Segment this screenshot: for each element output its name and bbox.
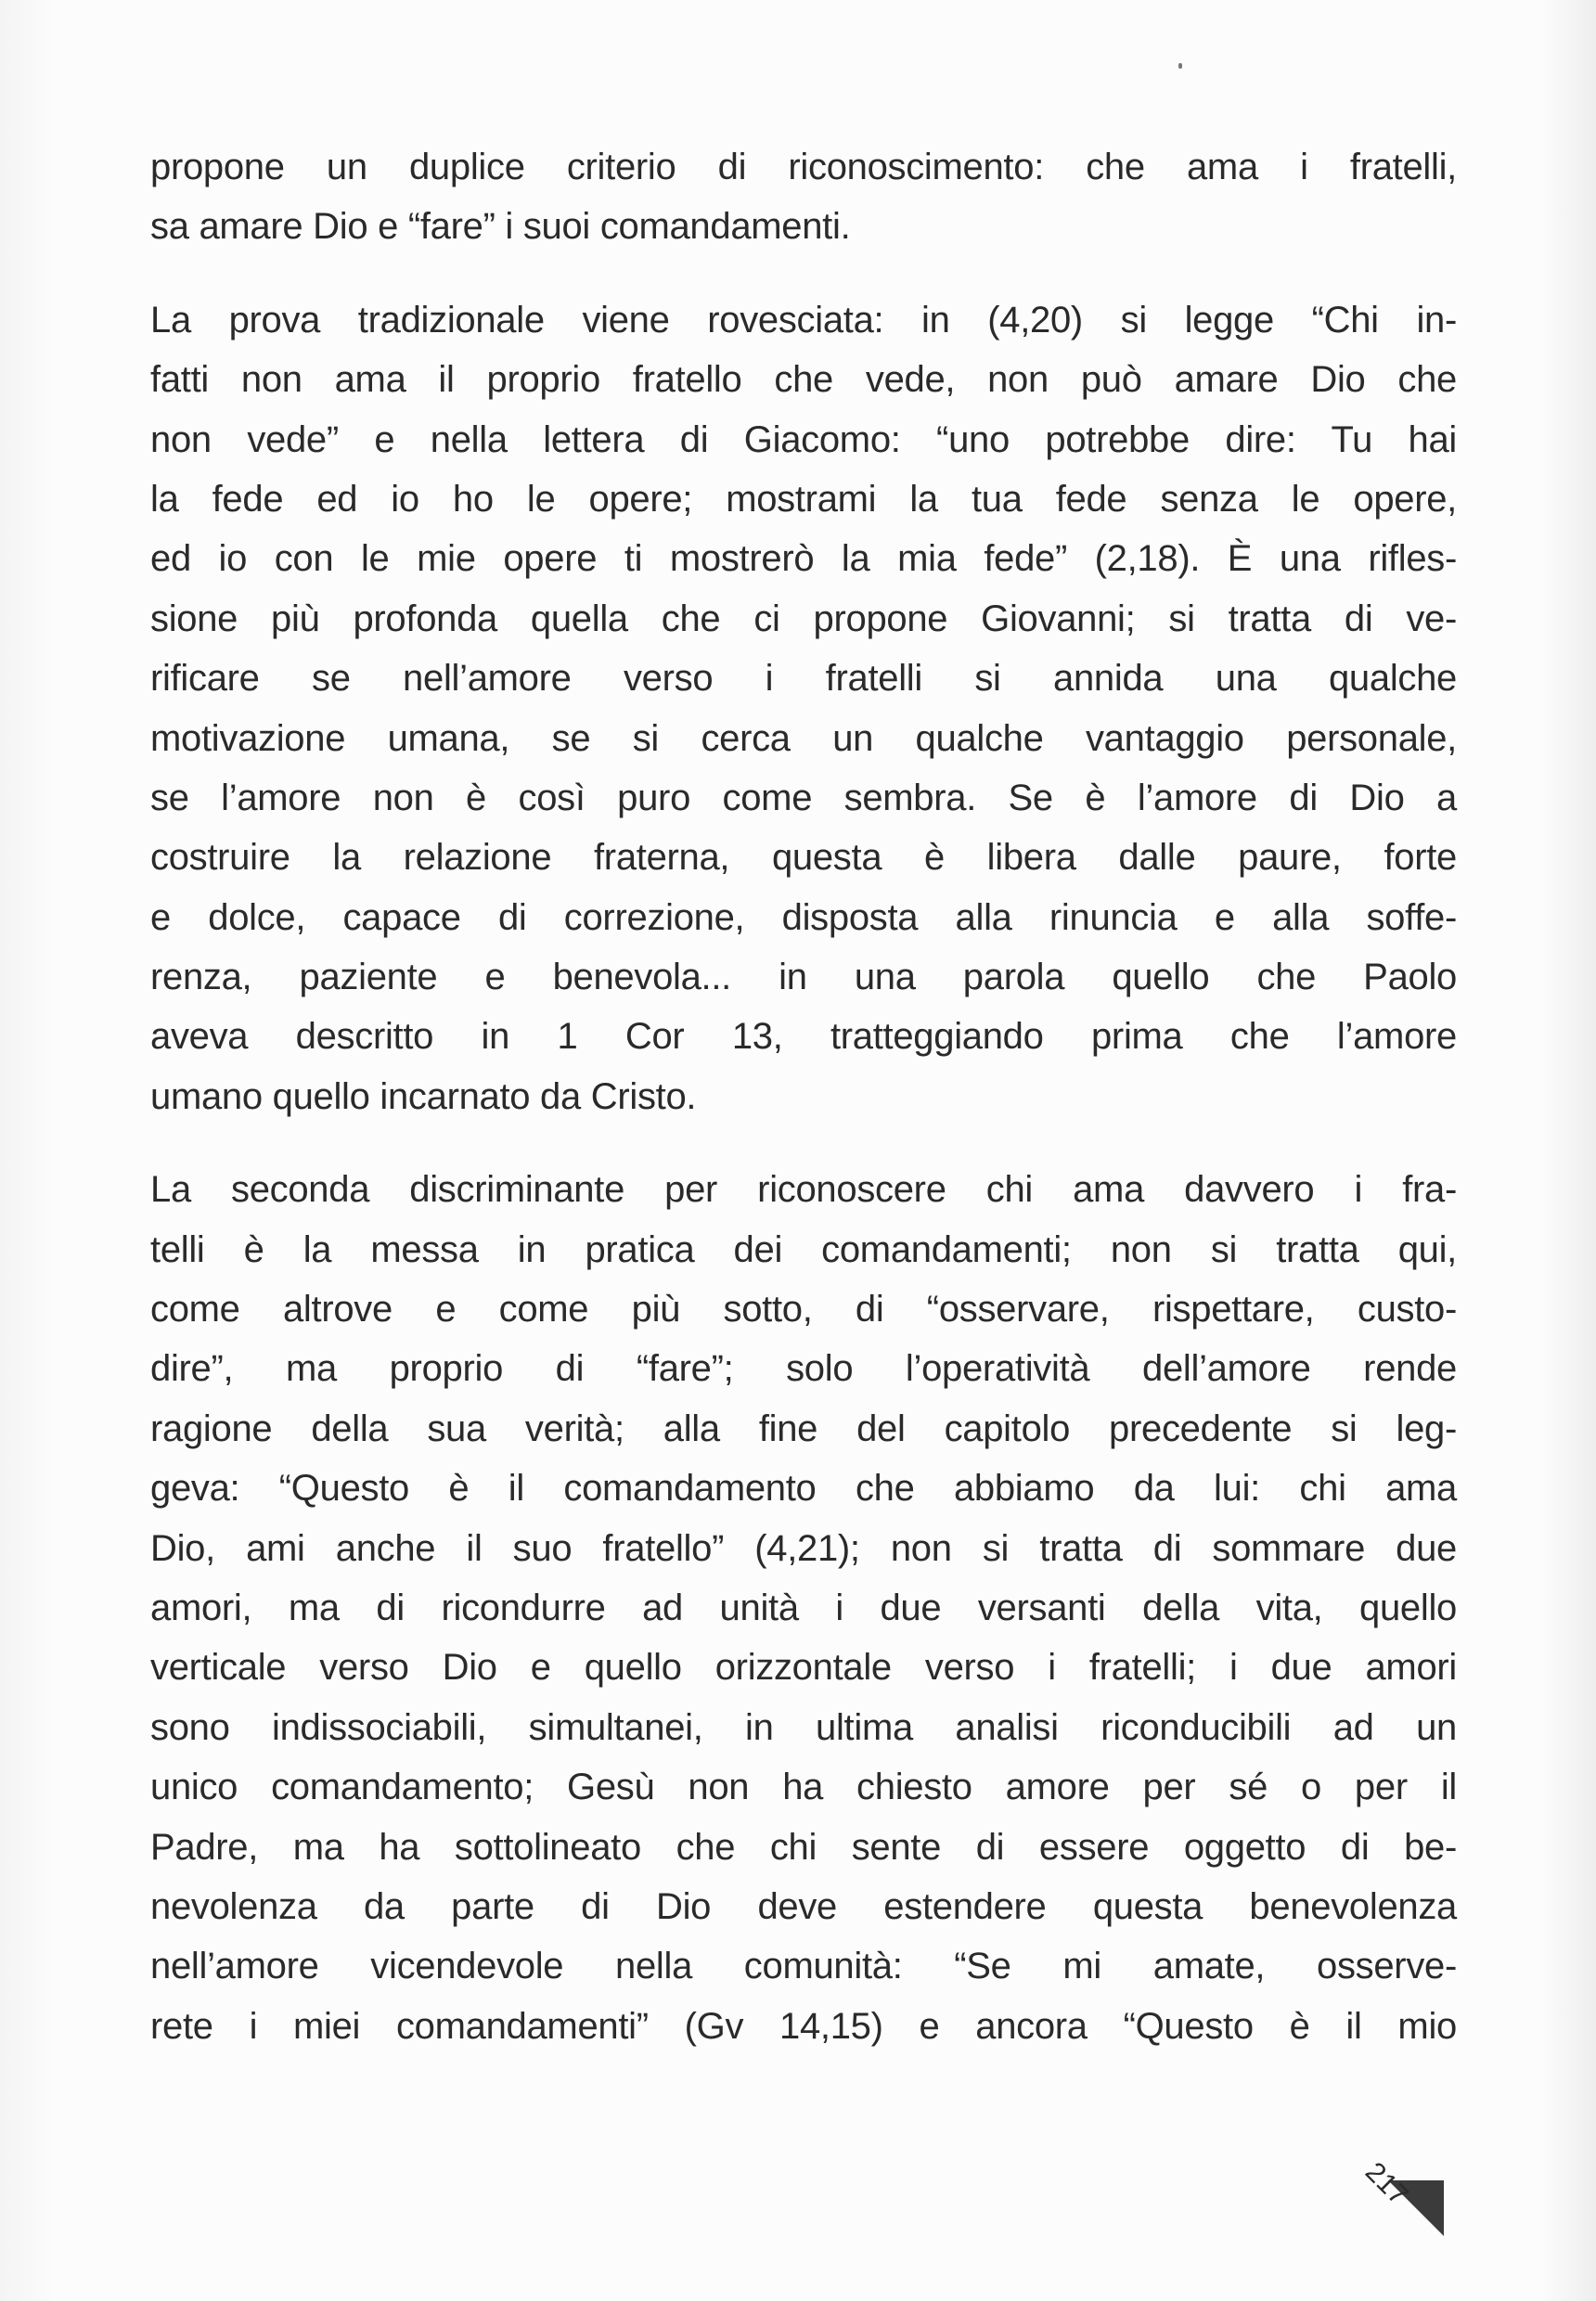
text-line: nell’amore vicendevole nella comunità: “Se mi amate, osserve- [150, 1946, 1457, 1987]
text-line: Padre, ma ha sottolineato che chi sente di essere oggetto di be- [150, 1826, 1457, 1868]
paper-speck [1178, 63, 1182, 69]
text-line: come altrove e come più sotto, di “osservare, rispettare, custo- [150, 1289, 1457, 1330]
paragraph [150, 290, 1457, 1126]
text-line: sione più profonda quella che ci propone Giovanni; si tratta di ve- [150, 598, 1457, 639]
paragraph [150, 1160, 1457, 2056]
text-line: unico comandamento; Gesù non ha chiesto amore per sé o per il [150, 1767, 1457, 1808]
paragraph [150, 137, 1457, 257]
paragraph-gap [150, 1126, 1457, 1160]
text-line: non vede” e nella lettera di Giacomo: “uno potrebbe dire: Tu hai [150, 418, 1457, 460]
body-text [150, 137, 1457, 2056]
text-line: fatti non ama il proprio fratello che vede, non può amare Dio che [150, 359, 1457, 401]
text-line: amori, ma di ricondurre ad unità i due versanti della vita, quello [150, 1587, 1457, 1628]
text-line: telli è la messa in pratica dei comandamenti; non si tratta qui, [150, 1228, 1457, 1270]
text-line: e dolce, capace di correzione, disposta alla rinuncia e alla soffe- [150, 896, 1457, 938]
text-line: ed io con le mie opere ti mostrerò la mia fede” (2,18). È una rifles- [150, 538, 1457, 580]
text-line: Dio, ami anche il suo fratello” (4,21); non si tratta di sommare due [150, 1527, 1457, 1569]
text-line: verticale verso Dio e quello orizzontale verso i fratelli; i due amori [150, 1647, 1457, 1689]
text-line: La seconda discriminante per riconoscere chi ama davvero i fra- [150, 1169, 1457, 1211]
text-line: renza, paziente e benevola... in una parola quello che Paolo [150, 957, 1457, 998]
text-line: la fede ed io ho le opere; mostrami la tua fede senza le opere, [150, 478, 1457, 520]
page-number: 217 [1358, 2156, 1414, 2212]
text-line: se l’amore non è così puro come sembra. Se è l’amore di Dio a [150, 777, 1457, 818]
text-line: La prova tradizionale viene rovesciata: in (4,20) si legge “Chi in- [150, 299, 1457, 341]
text-line: propone un duplice criterio di riconoscimento: che ama i fratelli, [150, 147, 1457, 187]
text-line: umano quello incarnato da Cristo. [150, 1075, 697, 1117]
text-line: rete i miei comandamenti” (Gv 14,15) e ancora “Questo è il mio [150, 2005, 1457, 2047]
text-line: geva: “Questo è il comandamento che abbiamo da lui: chi ama [150, 1468, 1457, 1510]
text-line: rificare se nell’amore verso i fratelli si annida una qualche [150, 658, 1457, 700]
text-line: motivazione umana, se si cerca un qualche vantaggio personale, [150, 717, 1457, 759]
text-line: costruire la relazione fraterna, questa è libera dalle paure, forte [150, 837, 1457, 879]
text-line: sono indissociabili, simultanei, in ultima analisi riconducibili ad un [150, 1706, 1457, 1748]
text-line: nevolenza da parte di Dio deve estendere questa benevolenza [150, 1885, 1457, 1927]
text-line: sa amare Dio e “fare” i suoi comandamenti. [150, 206, 851, 248]
text-line: ragione della sua verità; alla fine del capitolo precedente si leg- [150, 1408, 1457, 1449]
text-line: dire”, ma proprio di “fare”; solo l’operatività dell’amore rende [150, 1348, 1457, 1390]
paragraph-gap [150, 257, 1457, 290]
text-line: aveva descritto in 1 Cor 13, tratteggiando prima che l’amore [150, 1016, 1457, 1058]
